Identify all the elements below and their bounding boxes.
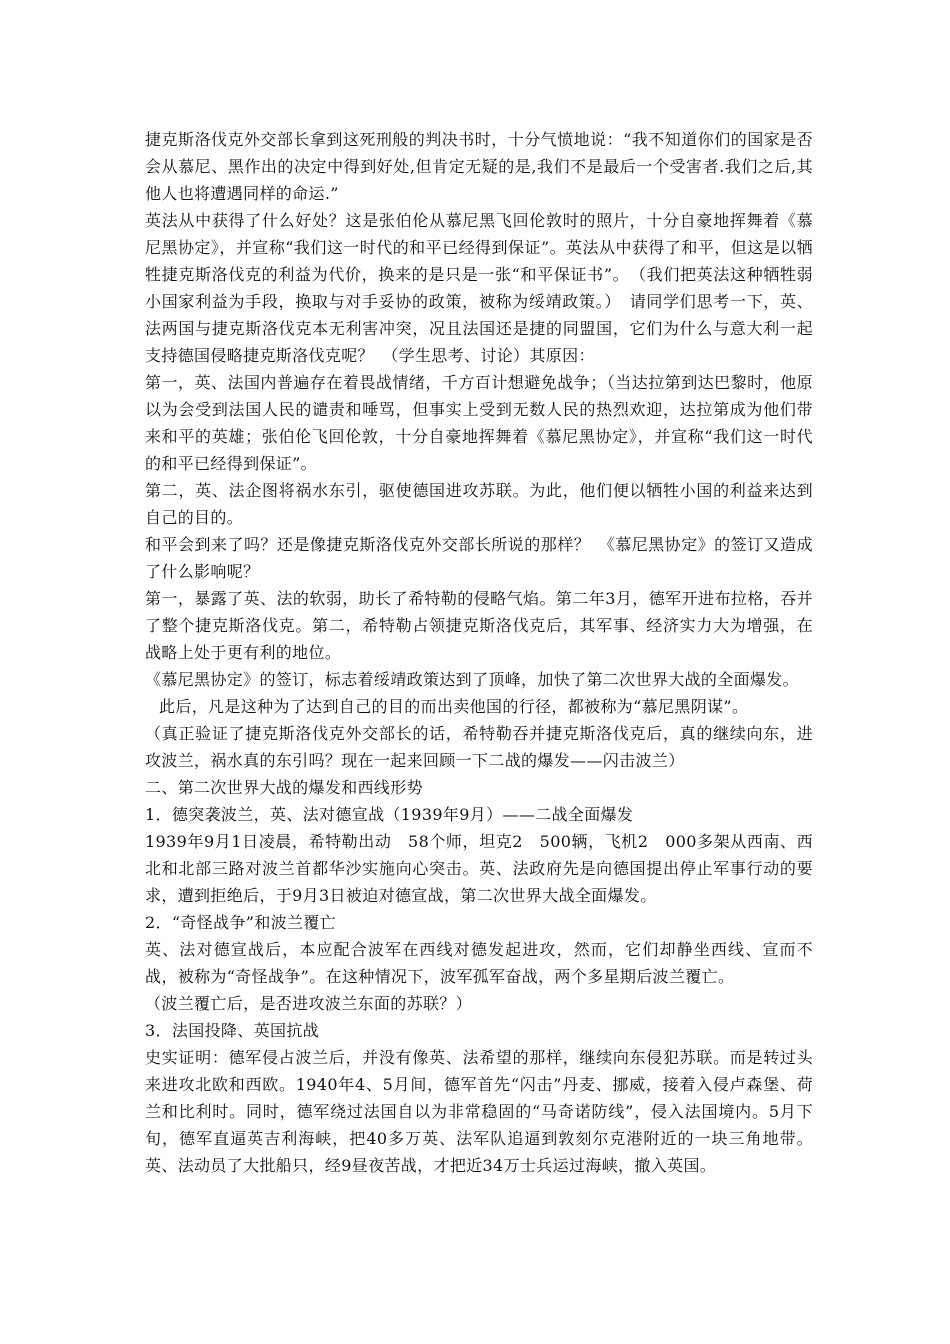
- paragraph-transition-poland: （真正验证了捷克斯洛伐克外交部长的话，希特勒吞并捷克斯洛伐克后，真的继续向东，进攻波兰，祸水真的东引吗？现在一起来回顾一下二战的爆发——闪击波兰）: [145, 724, 813, 770]
- document-body: [145, 126, 813, 1179]
- paragraph-foreign-minister-quote: 捷克斯洛伐克外交部长拿到这死刑般的判决书时，十分气愤地说：“我不知道你们的国家是否会从慕尼、黑作出的决定中得到好处,但肯定无疑的是,我们不是最后一个受害者.我们之后,其他人也将遭遇同样的命运.”: [145, 130, 813, 203]
- subheading-france-surrender: 3．法国投降、英国抗战: [145, 1021, 320, 1040]
- paragraph-reason-two: 第二，英、法企图将祸水东引，驱使德国进攻苏联。为此，他们便以牺牲小国的利益来达到自己的目的。: [145, 481, 813, 527]
- paragraph-question-peace: 和平会到来了吗？还是像捷克斯洛伐克外交部长所说的那样？ 《慕尼黑协定》的签订又造成了什么影响呢？: [145, 535, 813, 581]
- paragraph-impact: 第一，暴露了英、法的软弱，助长了希特勒的侵略气焰。第二年3月，德军开进布拉格，吞并了整个捷克斯洛伐克。第二，希特勒占领捷克斯洛伐克后，其军事、经济实力大为增强，在战略上处于更有利的地位。: [145, 589, 813, 662]
- paragraph-appeasement-peak: 《慕尼黑协定》的签订，标志着绥靖政策达到了顶峰，加快了第二次世界大战的全面爆发。: [145, 670, 800, 689]
- subheading-phoney-war: 2．“奇怪战争”和波兰覆亡: [145, 913, 337, 932]
- paragraph-reason-one: 第一，英、法国内普遍存在着畏战情绪，千方百计想避免战争；（当达拉第到达巴黎时，他原以为会受到法国人民的谴责和唾骂，但事实上受到无数人民的热烈欢迎，达拉第成为他们带来和平的英雄；张伯伦飞回伦敦，十分自豪地挥舞着《慕尼黑协定》，并宣称“我们这一时代的和平已经得到保证”。: [145, 373, 813, 473]
- paragraph-phoney-war: 英、法对德宣战后，本应配合波军在西线对德发起进攻，然而，它们却静坐西线、宣而不战，被称为“奇怪战争”。在这种情况下，波军孤军奋战，两个多星期后波兰覆亡。: [145, 940, 813, 986]
- paragraph-appeasement-policy: 英法从中获得了什么好处？这是张伯伦从慕尼黑飞回伦敦时的照片，十分自豪地挥舞着《慕尼黑协定》，并宣称“我们这一时代的和平已经得到保证”。英法从中获得了和平，但这是以牺牲捷克斯洛伐克的利益为代价，换来的是只是一张“和平保证书”。 （我们把英法这种牺牲弱小国家利益为手段，换取与对手妥协的政策，被称为绥靖政策。） 请同学们思考一下，英、法两国与捷克斯洛伐克本无利害冲突，况且法国还是捷的同盟国，它们为什么与意大利一起支持德国侵略捷克斯洛伐克呢？ （学生思考、讨论）其原因：: [145, 211, 813, 365]
- section-heading-ww2-outbreak: 二、第二次世界大战的爆发和西线形势: [145, 778, 423, 797]
- paragraph-question-soviet: （波兰覆亡后，是否进攻波兰东面的苏联？）: [145, 994, 473, 1013]
- paragraph-dunkirk: 史实证明：德军侵占波兰后，并没有像英、法希望的那样，继续向东侵犯苏联。而是转过头来进攻北欧和西欧。1940年4、5月间，德军首先“闪击”丹麦、挪威，接着入侵卢森堡、荷兰和比利时。同时，德军绕过法国自以为非常稳固的“马奇诺防线”，侵入法国境内。5月下旬，德军直逼英吉利海峡，把40多万英、法军队追逼到敦刻尔克港附近的一块三角地带。英、法动员了大批船只，经9昼夜苦战，才把近34万士兵运过海峡，撤入英国。: [145, 1048, 813, 1175]
- paragraph-munich-conspiracy: 此后，凡是这种为了达到自己的目的而出卖他国的行径，都被称为“慕尼黑阴谋”。: [159, 697, 749, 716]
- paragraph-invasion-details: 1939年9月1日凌晨，希特勒出动 58个师，坦克2 500辆，飞机2 000多架从西南、西北和北部三路对波兰首都华沙实施向心突击。英、法政府先是向德国提出停止军事行动的要求，遭到拒绝后，于9月3日被迫对德宣战，第二次世界大战全面爆发。: [145, 832, 813, 905]
- subheading-invasion-of-poland: 1．德突袭波兰，英、法对德宣战（1939年9月）——二战全面爆发: [145, 805, 634, 824]
